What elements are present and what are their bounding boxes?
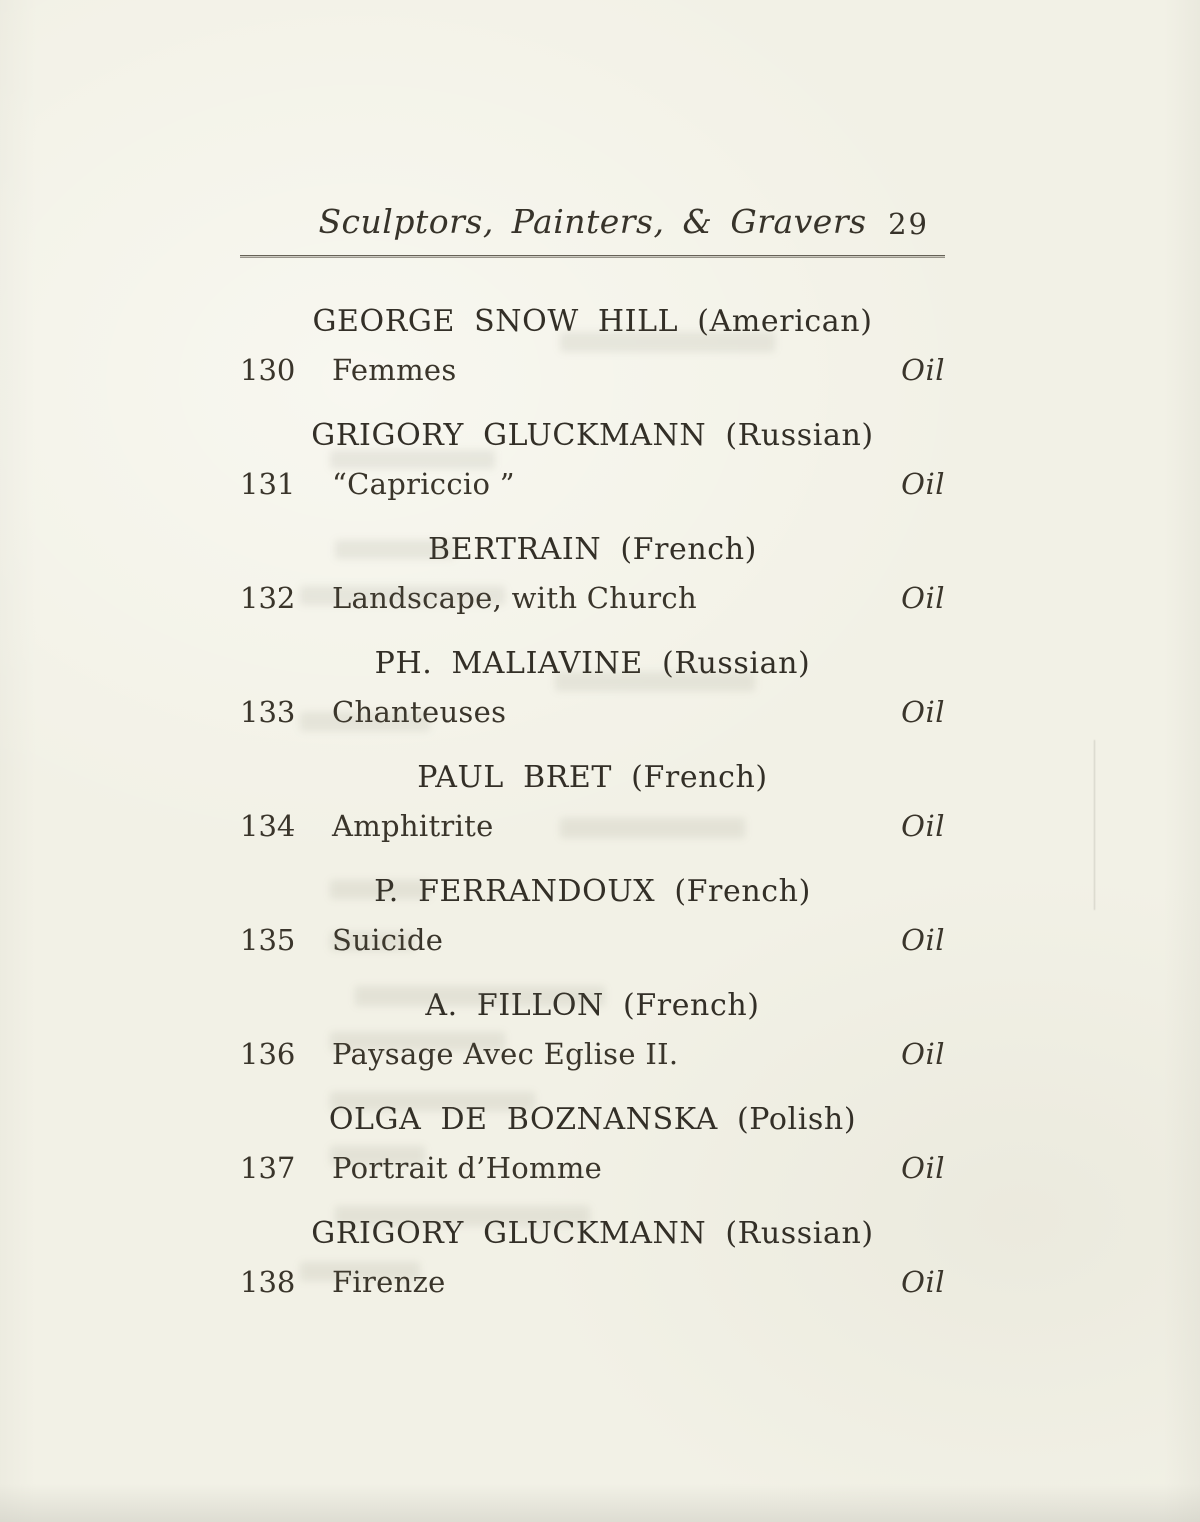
work-number: 137: [240, 1151, 296, 1185]
running-head: [240, 203, 945, 243]
work-row: [240, 923, 945, 957]
work-number: 136: [240, 1037, 296, 1071]
work-medium: Oil: [901, 809, 945, 843]
work-row: [240, 1151, 945, 1185]
work-row: [240, 695, 945, 729]
work-row: [240, 809, 945, 843]
catalog-entry: [240, 1216, 945, 1299]
work-title: Paysage Avec Eglise II.: [332, 1037, 679, 1071]
header-rule: [240, 255, 945, 258]
work-title: Chanteuses: [332, 695, 507, 729]
work-title: Firenze: [332, 1265, 446, 1299]
catalog-entry: [240, 1102, 945, 1185]
artist-name: GRIGORY GLUCKMANN: [311, 418, 707, 453]
work-row: [240, 1037, 945, 1071]
work-number: 138: [240, 1265, 296, 1299]
artist-name: PAUL BRET: [417, 760, 613, 795]
artist-name: P. FERRANDOUX: [374, 874, 656, 909]
work-title: Amphitrite: [332, 809, 494, 843]
artist-heading: [240, 418, 945, 453]
artist-nationality: (American): [697, 304, 873, 339]
artist-nationality: (Russian): [662, 646, 811, 681]
work-number: 135: [240, 923, 296, 957]
catalog-entry: [240, 988, 945, 1071]
artist-heading: [240, 1216, 945, 1251]
work-medium: Oil: [901, 353, 945, 387]
artist-heading: [240, 988, 945, 1023]
work-number: 134: [240, 809, 296, 843]
artist-nationality: (Russian): [725, 1216, 874, 1251]
page-header: [0, 0, 1200, 258]
work-medium: Oil: [901, 695, 945, 729]
catalog-entry: [240, 532, 945, 615]
artist-nationality: (Polish): [736, 1102, 857, 1137]
work-row: [240, 581, 945, 615]
artist-nationality: (French): [623, 988, 760, 1023]
artist-nationality: (French): [674, 874, 811, 909]
work-number: 132: [240, 581, 296, 615]
artist-nationality: (Russian): [725, 418, 874, 453]
artist-name: A. FILLON: [425, 988, 604, 1023]
artist-nationality: (French): [631, 760, 768, 795]
artist-name: GRIGORY GLUCKMANN: [311, 1216, 707, 1251]
catalog-entry: [240, 760, 945, 843]
catalog-entry: [240, 646, 945, 729]
work-title: Portrait d’Homme: [332, 1151, 603, 1185]
work-title: “Capriccio ”: [332, 467, 515, 501]
work-number: 133: [240, 695, 296, 729]
work-medium: Oil: [901, 1265, 945, 1299]
work-row: [240, 1265, 945, 1299]
running-title: Sculptors, Painters, & Gravers: [318, 202, 867, 241]
work-title: Landscape, with Church: [332, 581, 697, 615]
work-medium: Oil: [901, 581, 945, 615]
artist-name: PH. MALIAVINE: [374, 646, 643, 681]
work-title: Femmes: [332, 353, 457, 387]
work-medium: Oil: [901, 1037, 945, 1071]
page-number: 29: [888, 207, 929, 241]
artist-heading: [240, 646, 945, 681]
work-number: 131: [240, 467, 296, 501]
work-medium: Oil: [901, 923, 945, 957]
work-medium: Oil: [901, 467, 945, 501]
artist-heading: [240, 874, 945, 909]
artist-heading: [240, 1102, 945, 1137]
catalog-entry: [240, 418, 945, 501]
catalog-entries: [0, 258, 1200, 1299]
work-number: 130: [240, 353, 296, 387]
artist-heading: [240, 304, 945, 339]
work-medium: Oil: [901, 1151, 945, 1185]
work-title: Suicide: [332, 923, 444, 957]
artist-nationality: (French): [620, 532, 757, 567]
catalog-entry: [240, 874, 945, 957]
artist-heading: [240, 760, 945, 795]
catalog-entry: [240, 304, 945, 387]
artist-heading: [240, 532, 945, 567]
work-row: [240, 353, 945, 387]
work-row: [240, 467, 945, 501]
artist-name: GEORGE SNOW HILL: [312, 304, 679, 339]
artist-name: BERTRAIN: [428, 532, 602, 567]
artist-name: OLGA DE BOZNANSKA: [328, 1102, 718, 1137]
